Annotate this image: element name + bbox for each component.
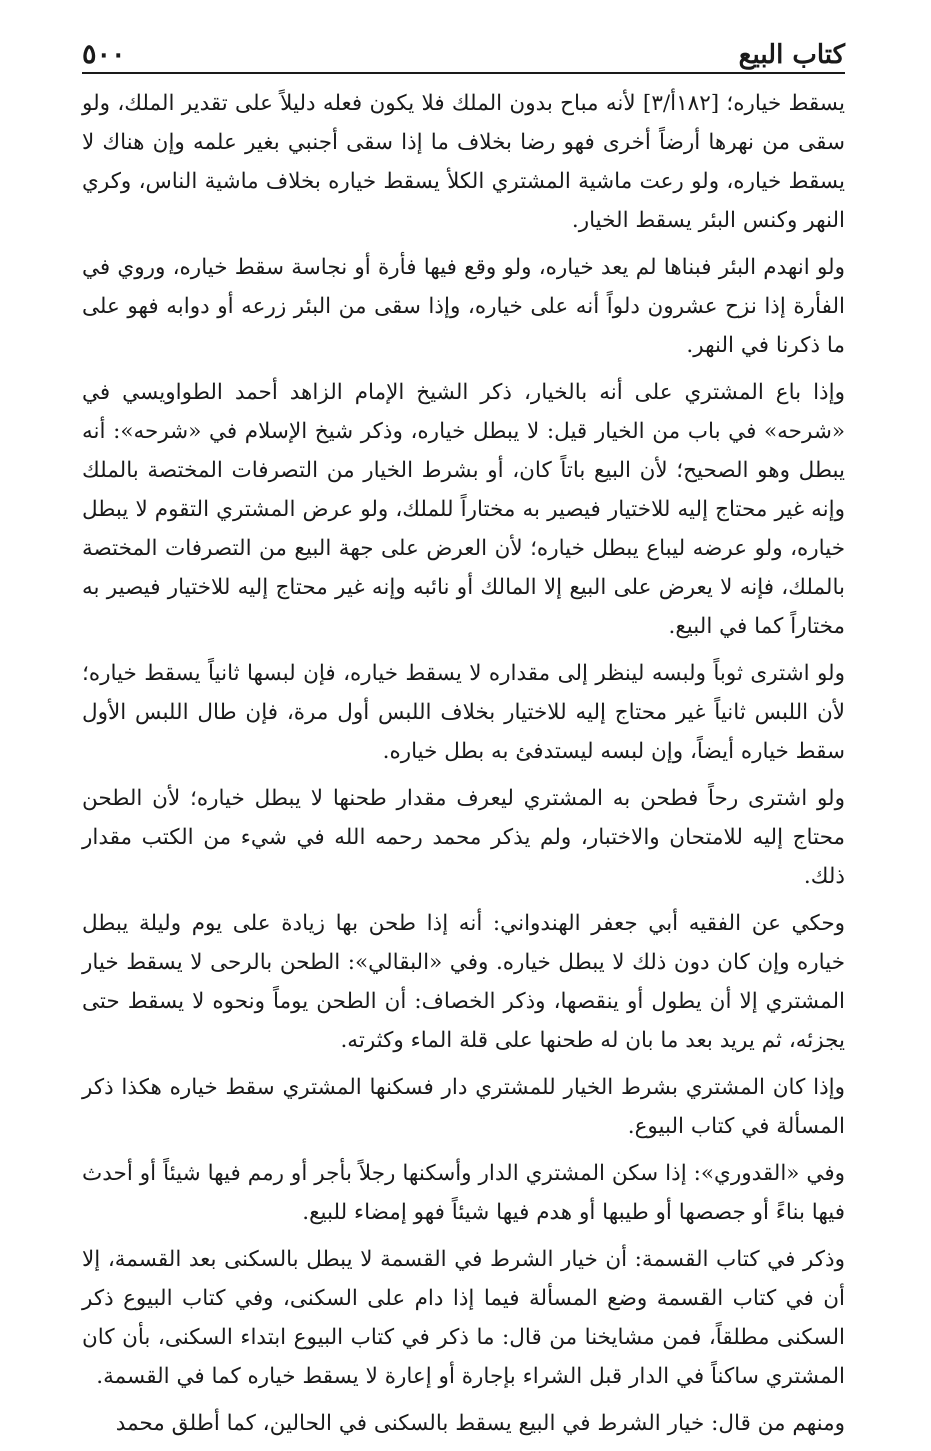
header-rule (82, 72, 845, 74)
paragraph-9: وذكر في كتاب القسمة: أن خيار الشرط في القسمة لا يبطل بالسكنى بعد القسمة، إلا أن في كتاب القسمة وضع المسألة فيما إذا دام على السكنى، وفي كتاب البيوع ذكر السكنى مطلقاً، فمن مشايخنا من قال: ما ذكر في كتاب البيوع ابتداء السكنى، بأن كان المشتري ساكناً في الدار قبل الشراء بإجارة أو إعارة لا يسقط خياره كما في القسمة. (82, 1247, 845, 1389)
paragraph-1: يسقط خياره؛ [١٨٢أ/٣] لأنه مباح بدون الملك فلا يكون فعله دليلاً على تقدير الملك، ولو سقى من نهرها أرضاً أخرى فهو رضا بخلاف ما إذا سقى أجنبي بغير علمه وإن هناك لا يسقط خياره، ولو رعت ماشية المشتري الكلأ يسقط خياره بخلاف ماشية الناس، وكري النهر وكنس البئر يسقط الخيار. (82, 91, 845, 233)
paragraph-5: ولو اشترى رحاً فطحن به المشتري ليعرف مقدار طحنها لا يبطل خياره؛ لأن الطحن محتاج إليه للامتحان والاختبار، ولم يذكر محمد رحمه الله في شيء من الكتب مقدار ذلك. (82, 786, 845, 889)
paragraph-7: وإذا كان المشتري بشرط الخيار للمشتري دار فسكنها المشتري سقط خياره هكذا ذكر المسألة في كتاب البيوع. (82, 1075, 845, 1139)
page-body (82, 84, 845, 1451)
running-title: كتاب البيع (738, 40, 845, 70)
paragraph-8: وفي «القدوري»: إذا سكن المشتري الدار وأسكنها رجلاً بأجر أو رمم فيها شيئاً أو أحدث فيها بناءً أو جصصها أو طيبها أو هدم فيها شيئاً فهو إمضاء للبيع. (82, 1161, 845, 1225)
paragraph-6: وحكي عن الفقيه أبي جعفر الهندواني: أنه إذا طحن بها زيادة على يوم وليلة يبطل خياره وإن كان دون ذلك لا يبطل خياره. وفي «البقالي»: الطحن بالرحى لا يسقط خيار المشتري إلا أن يطول أو ينقصها، وذكر الخصاف: أن الطحن يوماً ونحوه لا يسقط حتى يجزئه، ثم يريد بعد ما بان له طحنها على قلة الماء وكثرته. (82, 911, 845, 1053)
paragraph-4: ولو اشترى ثوباً ولبسه لينظر إلى مقداره لا يسقط خياره، فإن لبسها ثانياً يسقط خياره؛ لأن اللبس ثانياً غير محتاج إليه للاختيار بخلاف اللبس أول مرة، فإن طال اللبس الأول سقط خياره أيضاً، وإن لبسه ليستدفئ به بطل خياره. (82, 661, 845, 764)
page-header (82, 24, 845, 68)
page-number: ٥٠٠ (82, 39, 126, 70)
paragraph-3: وإذا باع المشتري على أنه بالخيار، ذكر الشيخ الإمام الزاهد أحمد الطواويسي في «شرحه» في باب من الخيار قيل: لا يبطل خياره، وذكر شيخ الإسلام في «شرحه»: أنه يبطل وهو الصحيح؛ لأن البيع باتاً كان، أو بشرط الخيار من التصرفات المختصة بالملك وإنه غير محتاج إليه للاختيار فيصير به مختاراً للملك، ولو عرض المشتري التقوم لا يبطل خياره، ولو عرضه ليباع يبطل خياره؛ لأن العرض على جهة البيع من التصرفات المختصة بالملك، فإنه لا يعرض على البيع إلا المالك أو نائبه وإنه غير محتاج إليه للاختيار فيصير به مختاراً كما في البيع. (82, 380, 845, 639)
paragraph-2: ولو انهدم البئر فبناها لم يعد خياره، ولو وقع فيها فأرة أو نجاسة سقط خياره، وروي في الفأرة إذا نزح عشرون دلواً أنه على خياره، وإذا سقى من البئر زرعه أو دوابه فهو على ما ذكرنا في النهر. (82, 255, 845, 358)
paragraph-10: ومنهم من قال: خيار الشرط في البيع يسقط بالسكنى في الحالين، كما أطلق محمد (115, 1411, 845, 1436)
